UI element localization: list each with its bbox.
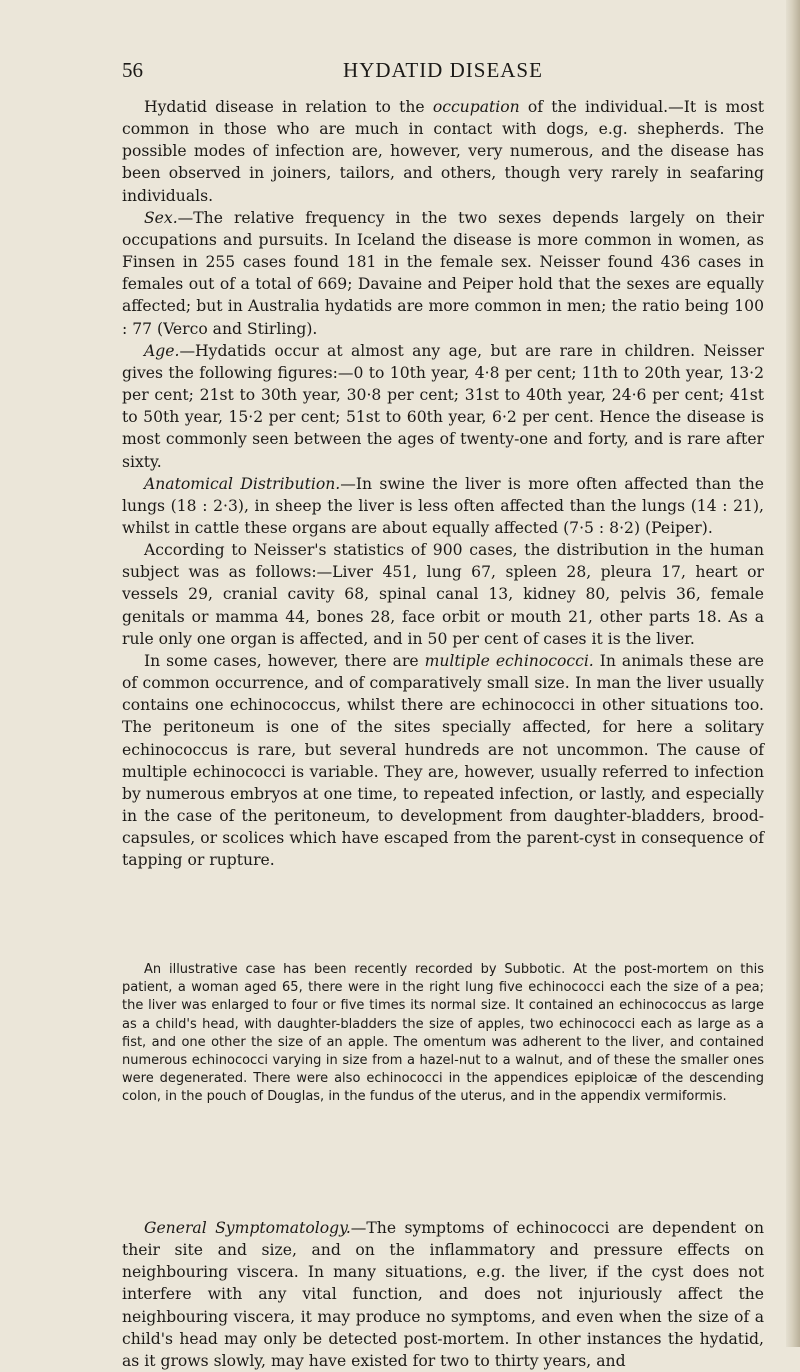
paragraph-sex (122, 207, 764, 340)
section-heading: Sex. (144, 208, 178, 227)
paragraph-text: According to Neisser's statistics of 900 cases, the distribution in the human subject was as follows:—Liver 451, lung 67, spleen 28, pleura 17, heart or vessels 29, cranial cavity 68, spinal canal 13, kidney 80, pelvis 36, female genitals or mamma 44, bones 28, face orbit or mouth 21, other parts 18. As a rule only one organ is affected, and in 50 per cent of cases it is the liver. (122, 541, 764, 648)
section-heading: Age. (144, 341, 180, 360)
emphasis: multiple echinococci. (424, 651, 594, 670)
paragraph-multiple-echinococci (122, 650, 764, 872)
body-text (122, 96, 764, 871)
paragraph-text: —The symptoms of echinococci are dependent on their site and size, and on the inflammatory and pressure effects on neighbouring viscera. In many situations, e.g. the liver, if the cyst does not interfere with any vital function, and does not injuriously affect the neighbouring viscera, it may produce no symptoms, and even when the size of a child's head may only be detected post-mortem. In other instances the hydatid, as it grows slowly, may have existed for two to thirty years, and (122, 1219, 764, 1370)
paragraph-text: In animals these are of common occurrence, and of comparatively small size. In man the liver usually contains one echinococcus, whilst there are echinococci in other situations too. The peritoneum is one of the sites specially affected, for here a solitary echinococcus is rare, but several hundreds are not uncommon. The cause of multiple echinococci is variable. They are, however, usually referred to infection by numerous embryos at one time, to repeated infection, or lastly, and especially in the case of the peritoneum, to development from daughter-bladders, brood-capsules, or scolices which have escaped from the parent-cyst in consequence of tapping or rupture. (122, 651, 764, 870)
paragraph-occupation (122, 96, 764, 207)
paragraph-age (122, 340, 764, 473)
paragraph-text: —Hydatids occur at almost any age, but are rare in children. Neisser gives the following figures:—0 to 10th year, 4·8 per cent; 11th to 20th year, 13·2 per cent; 21st to 30th year, 30·8 per cent; 31st to 40th year, 24·6 per cent; 41st to 50th year, 15·2 per cent; 51st to 60th year, 6·2 per cent. Hence the disease is most commonly seen between the ages of twenty-one and forty, and is rare after sixty. (122, 341, 764, 471)
paragraph-neisser-statistics (122, 539, 764, 650)
paragraph-general-symptomatology (122, 1217, 764, 1372)
case-note: An illustrative case has been recently recorded by Subbotic. At the post-mortem on this patient, a woman aged 65, there were in the right lung five echinococci each the size of a pea; the liver was enlarged to four or five times its normal size. It contained an echinococcus as large as a child's head, with daughter-bladders the size of apples, two echinococci each as large as a fist, and one other the size of an apple. The omentum was adherent to the liver, and contained numerous echinococci varying in size from a hazel-nut to a walnut, and of these the smaller ones were degenerated. There were also echinococci in the appendices epiploicæ of the descending colon, in the pouch of Douglas, in the fundus of the uterus, and in the appendix vermiformis. (122, 962, 764, 1105)
paragraph-text: of the individual.—It is most common in those who are much in contact with dogs, e.g. shepherds. The possible modes of infection are, however, very numerous, and the disease has been observed in joiners, tailors, and others, though very rarely in seafaring individuals. (122, 98, 764, 205)
paragraph-anatomical-distribution (122, 473, 764, 539)
emphasis: occupation (432, 98, 520, 116)
section-heading: Anatomical Distribution. (144, 474, 341, 493)
paragraph-text: —The relative frequency in the two sexes depends largely on their occupations and pursuits. In Iceland the disease is more common in women, as Finsen in 255 cases found 181 in the female sex. Neisser found 436 cases in females out of a total of 669; Davaine and Peiper hold that the sexes are equally affected; but in Australia hydatids are more common in men; the ratio being 100 : 77 (Verco and Stirling). (122, 208, 764, 338)
page-edge (786, 0, 800, 1347)
section-heading: General Symptomatology. (144, 1219, 351, 1237)
paragraph-text: —In swine the liver is more often affected than the lungs (18 : 2·3), in sheep the liver is less often affected than the lungs (14 : 21), whilst in cattle these organs are about equally affected (7·5 : 8·2) (Peiper). (122, 474, 764, 537)
page-number: 56 (122, 58, 143, 82)
page-header (122, 58, 764, 88)
running-head: HYDATID DISEASE (343, 58, 543, 82)
body-text-continued (122, 1217, 764, 1372)
paragraph-text: In some cases, however, there are (144, 651, 425, 670)
paragraph-text: Hydatid disease in relation to the (144, 98, 433, 116)
